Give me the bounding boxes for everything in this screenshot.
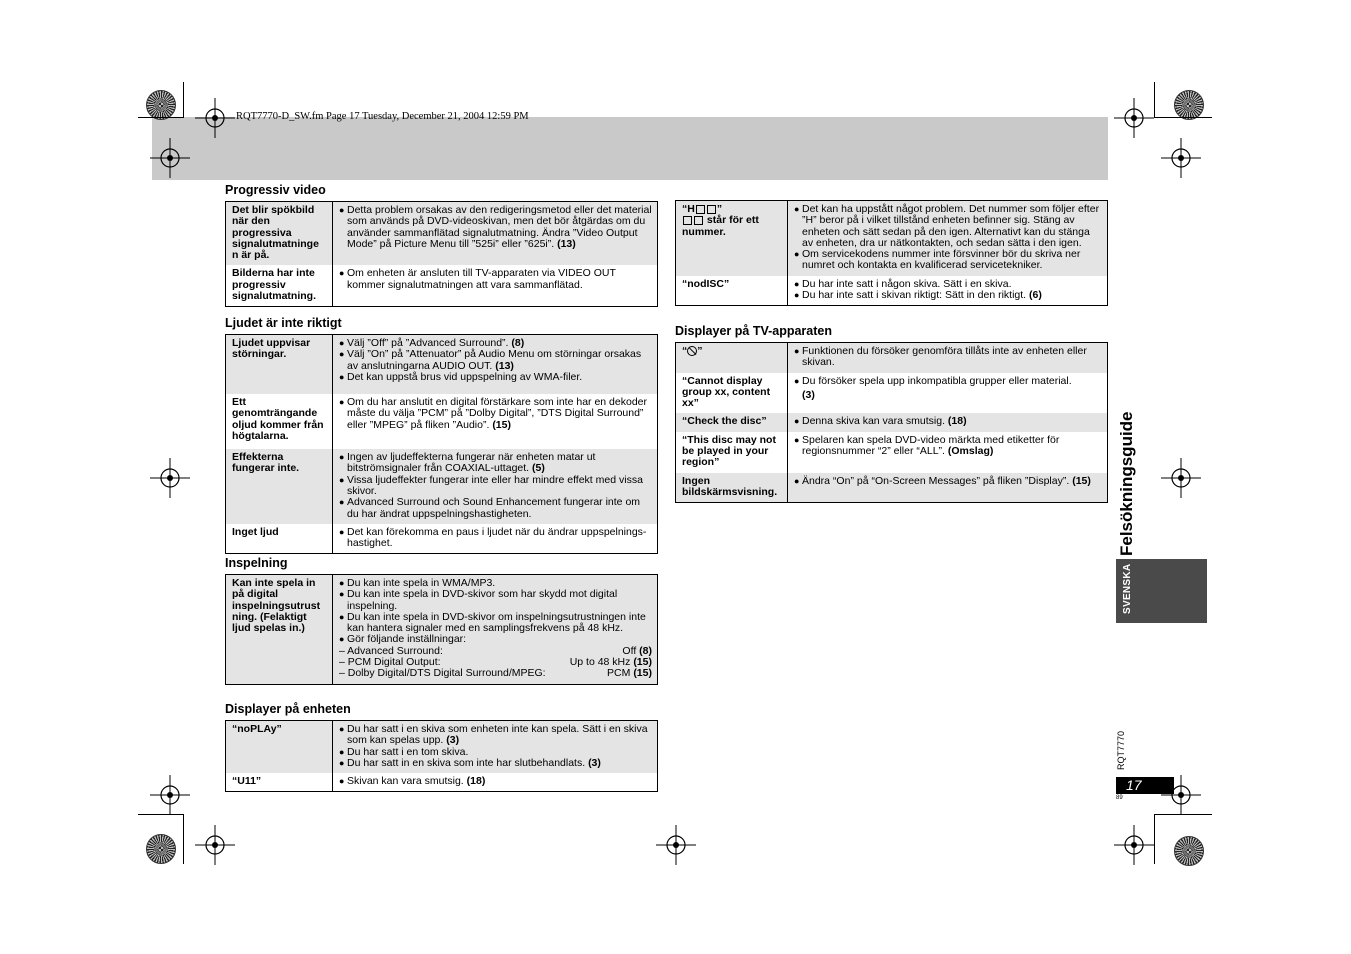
bullet-icon: ● bbox=[339, 776, 345, 787]
color-rosette-mark bbox=[1174, 90, 1204, 120]
list-item: ● Skivan kan vara smutsig. (18) bbox=[339, 775, 486, 788]
row-label: Ljudet uppvisar störningar. bbox=[226, 335, 333, 395]
row-content bbox=[333, 202, 658, 266]
section-title-unit-display: Displayer på enheten bbox=[225, 702, 351, 716]
bullet-icon: ● bbox=[339, 757, 345, 768]
row-content bbox=[333, 773, 658, 792]
bullet-icon: ● bbox=[339, 526, 345, 537]
bullet-icon: ● bbox=[794, 249, 800, 260]
row-label: Ingen bildskärmsvisning. bbox=[676, 473, 788, 503]
table-row bbox=[676, 432, 1108, 473]
table-row bbox=[226, 575, 658, 685]
row-content bbox=[788, 413, 1108, 431]
digit-box-icon bbox=[683, 216, 692, 225]
list-item: ● Spelaren kan spela DVD-video märkta med etiketter för regionsnummer “2” eller “ALL”. (Omslag) bbox=[794, 433, 1060, 458]
list-item: ● Det kan uppstå brus vid uppspelning av WMA-filer. bbox=[339, 370, 583, 383]
file-info-line: RQT7770-D_SW.fm Page 17 Tuesday, December 21, 2004 12:59 PM bbox=[236, 111, 529, 122]
bullet-icon: ● bbox=[794, 475, 800, 486]
section-title-sound: Ljudet är inte riktigt bbox=[225, 316, 342, 330]
section-title-progressive: Progressiv video bbox=[225, 183, 326, 197]
bullet-icon: ● bbox=[339, 349, 345, 360]
row-label: “H ” står för ett nummer. bbox=[676, 201, 788, 276]
list-item: ● Om enheten är ansluten till TV-apparaten via VIDEO OUT kommer signalutmatningen att vara sammanflätad. bbox=[339, 267, 616, 291]
list-item: ● Ändra “On” på “On-Screen Messages” på fliken ”Display”. (15) bbox=[794, 474, 1091, 487]
bullet-icon: ● bbox=[794, 204, 800, 214]
table-row bbox=[676, 473, 1108, 503]
list-item: ● Det kan ha uppstått något problem. Det nummer som följer efter ”H” beror på i vilket tillstånd enheten befinner sig. Stäng av enheten och sätt sedan på den igen. Alternativt kan du stänga av enheten, dra ur nätkontakten, och sedan sätta i den igen. bbox=[794, 203, 1100, 249]
table-h-codes bbox=[675, 200, 1108, 306]
crosshair-mark bbox=[195, 98, 235, 138]
row-label: Bilderna har inte progressiv signalutmatning. bbox=[226, 265, 333, 306]
row-content bbox=[333, 394, 658, 449]
row-content bbox=[333, 449, 658, 524]
bullet-icon: ● bbox=[794, 416, 800, 427]
table-row bbox=[226, 721, 658, 774]
bullet-icon: ● bbox=[339, 474, 345, 485]
bullet-icon: ● bbox=[339, 268, 345, 279]
row-label: Det blir spökbild när den progressiva signalutmatninge n är på. bbox=[226, 202, 333, 266]
row-content bbox=[788, 473, 1108, 503]
crosshair-mark bbox=[1161, 138, 1201, 178]
list-item: ● Du har satt i en tom skiva. bbox=[339, 745, 469, 758]
table-row bbox=[226, 449, 658, 524]
row-content bbox=[788, 373, 1108, 414]
digit-box-icon bbox=[694, 216, 703, 225]
crosshair-mark bbox=[150, 138, 190, 178]
list-item: ● Du kan inte spela in DVD-skivor som har skydd mot digital inspelning. bbox=[339, 588, 618, 612]
crosshair-mark bbox=[195, 825, 235, 865]
crosshair-mark bbox=[1161, 458, 1201, 498]
table-recording bbox=[225, 574, 658, 685]
list-item: ● Gör följande inställningar: bbox=[339, 633, 467, 646]
list-item: ● Advanced Surround och Sound Enhancement fungerar inte om du har ändrat uppspelningshastigheten. bbox=[339, 496, 641, 520]
crosshair-mark bbox=[1114, 98, 1154, 138]
list-item: ● Ingen av ljudeffekterna fungerar när enheten matar ut bitströmsignaler från COAXIAL-uttaget. (5) bbox=[339, 451, 596, 475]
crosshair-mark bbox=[1114, 825, 1154, 865]
table-row bbox=[226, 202, 658, 266]
row-label: “noPLAy” bbox=[226, 721, 333, 774]
page-number: 17 bbox=[1116, 777, 1174, 794]
table-row bbox=[676, 343, 1108, 373]
table-row bbox=[226, 773, 658, 792]
bullet-icon: ● bbox=[339, 338, 345, 348]
bullet-icon: ● bbox=[339, 634, 345, 645]
bullet-icon: ● bbox=[339, 589, 345, 600]
table-row bbox=[676, 201, 1108, 276]
list-item: ● Om servicekodens nummer inte försvinner bör du skriva ner numret och kontakta en kvalificerad servicetekniker. bbox=[794, 248, 1081, 272]
setting-row: – PCM Digital Output: Up to 48 kHz (15) bbox=[339, 656, 652, 669]
list-item: ● Funktionen du försöker genomföra tillåts inte av enheten eller skivan. bbox=[794, 345, 1087, 369]
row-content bbox=[333, 575, 658, 685]
table-sound bbox=[225, 334, 658, 554]
trim-line bbox=[1154, 814, 1155, 864]
table-row bbox=[226, 394, 658, 449]
page-ref: (3) bbox=[802, 388, 815, 401]
bullet-icon: ● bbox=[339, 724, 345, 734]
row-content bbox=[788, 432, 1108, 473]
list-item: ● Du har satt in en skiva som inte har slutbehandlats. (3) bbox=[339, 756, 601, 769]
row-content bbox=[333, 335, 658, 395]
bullet-icon: ● bbox=[339, 452, 345, 463]
row-content bbox=[788, 201, 1108, 276]
table-row bbox=[676, 276, 1108, 306]
list-item: ● Du försöker spela upp inkompatibla grupper eller material. bbox=[794, 374, 1072, 387]
table-row bbox=[676, 413, 1108, 431]
row-content bbox=[333, 721, 658, 774]
row-label: “This disc may not be played in your region” bbox=[676, 432, 788, 473]
table-row bbox=[676, 373, 1108, 414]
trim-line bbox=[138, 814, 184, 815]
page-number-small: 89 bbox=[1116, 795, 1123, 801]
bullet-icon: ● bbox=[339, 611, 345, 622]
list-item: ● Vissa ljudeffekter fungerar inte eller har mindre effekt med vissa skivor. bbox=[339, 473, 643, 497]
row-content bbox=[788, 343, 1108, 373]
row-content bbox=[333, 524, 658, 554]
list-item: ● Du kan inte spela in WMA/MP3. bbox=[339, 577, 496, 589]
table-progressive bbox=[225, 201, 658, 307]
table-row bbox=[226, 265, 658, 306]
color-rosette-mark bbox=[146, 90, 176, 120]
setting-row: – Dolby Digital/DTS Digital Surround/MPEG: PCM (15) bbox=[339, 667, 652, 680]
row-label: “nodISC” bbox=[676, 276, 788, 306]
row-label: Ett genomträngande oljud kommer från högtalarna. bbox=[226, 394, 333, 449]
section-title-tv-display: Displayer på TV-apparaten bbox=[675, 324, 833, 338]
row-label: Inget ljud bbox=[226, 524, 333, 554]
trim-line bbox=[183, 82, 184, 117]
trim-line bbox=[183, 814, 184, 864]
trim-line bbox=[1154, 814, 1212, 815]
crosshair-mark bbox=[150, 458, 190, 498]
bullet-icon: ● bbox=[794, 290, 800, 301]
bullet-icon: ● bbox=[339, 205, 345, 215]
bullet-icon: ● bbox=[339, 578, 345, 588]
chapter-title: Felsökningsguide bbox=[1117, 411, 1136, 556]
bullet-icon: ● bbox=[339, 371, 345, 382]
row-content bbox=[333, 265, 658, 306]
list-item: ● Om du har anslutit en digital förstärkare som inte har en dekoder måste du välja ”PCM” på ”Dolby Digital”, ”DTS Digital Surround” eller ”MPEG” på fliken ”Audio”. (15) bbox=[339, 396, 647, 431]
prohibited-icon bbox=[687, 346, 697, 356]
list-item: ● Denna skiva kan vara smutsig. (18) bbox=[794, 415, 967, 428]
digit-box-icon bbox=[707, 205, 716, 214]
row-label: “ ” bbox=[676, 343, 788, 373]
setting-row: – Advanced Surround: Off (8) bbox=[339, 644, 652, 657]
bullet-icon: ● bbox=[794, 346, 800, 356]
color-rosette-mark bbox=[146, 834, 176, 864]
list-item: ● Det kan förekomma en paus i ljudet när du ändrar uppspelnings-hastighet. bbox=[339, 525, 647, 550]
row-content bbox=[788, 276, 1108, 306]
list-item: ● Du har inte satt i skivan riktigt: Sätt in den riktigt. (6) bbox=[794, 289, 1042, 302]
bullet-icon: ● bbox=[794, 278, 800, 289]
trim-line bbox=[138, 117, 184, 118]
list-item: ● Du kan inte spela in DVD-skivor om inspelningsutrustningen inte kan hantera signaler med en samplingsfrekvens på 48 kHz. bbox=[339, 610, 646, 635]
list-item: ● Välj ”On” på ”Attenuator” på Audio Menu om störningar orsakas av anslutningarna AUDIO OUT. (13) bbox=[339, 348, 642, 372]
row-label: Kan inte spela in på digital inspelningsutrust ning. (Felaktigt ljud spelas in.) bbox=[226, 575, 333, 685]
bullet-icon: ● bbox=[794, 375, 800, 386]
row-label: “Cannot display group xx, content xx” bbox=[676, 373, 788, 414]
table-row bbox=[226, 524, 658, 554]
table-unit-display bbox=[225, 720, 658, 792]
digit-box-icon bbox=[696, 205, 705, 214]
bullet-icon: ● bbox=[794, 434, 800, 445]
bullet-icon: ● bbox=[339, 746, 345, 757]
section-title-recording: Inspelning bbox=[225, 556, 288, 570]
list-item: ● Detta problem orsakas av den redigeringsmetod eller det material som används på DVD-videoskivan, men det bör åtgärdas om du använder sammanflätad signalutmatning. Ändra ”Video Output Mode” på Picture Menu till ”525i” eller ”625i”. (13) bbox=[339, 204, 652, 250]
list-item: ● Välj ”Off” på ”Advanced Surround”. (8) bbox=[339, 337, 525, 349]
crosshair-mark bbox=[656, 825, 696, 865]
row-label: “U11” bbox=[226, 773, 333, 792]
table-row bbox=[226, 335, 658, 395]
header-band bbox=[152, 117, 1108, 180]
table-tv-display bbox=[675, 342, 1108, 503]
crosshair-mark bbox=[150, 775, 190, 815]
trim-line bbox=[1154, 117, 1212, 118]
list-item: ● Du har satt i en skiva som enheten inte kan spela. Sätt i en skiva som kan spelas upp. (3) bbox=[339, 723, 648, 747]
bullet-icon: ● bbox=[339, 497, 345, 508]
row-label: “Check the disc” bbox=[676, 413, 788, 431]
color-rosette-mark bbox=[1174, 836, 1204, 866]
list-item: ● Du har inte satt i någon skiva. Sätt i en skiva. bbox=[794, 277, 1012, 290]
trim-line bbox=[1154, 82, 1155, 117]
language-tab: SVENSKA bbox=[1116, 559, 1207, 623]
row-label: Effekterna fungerar inte. bbox=[226, 449, 333, 524]
bullet-icon: ● bbox=[339, 397, 345, 408]
